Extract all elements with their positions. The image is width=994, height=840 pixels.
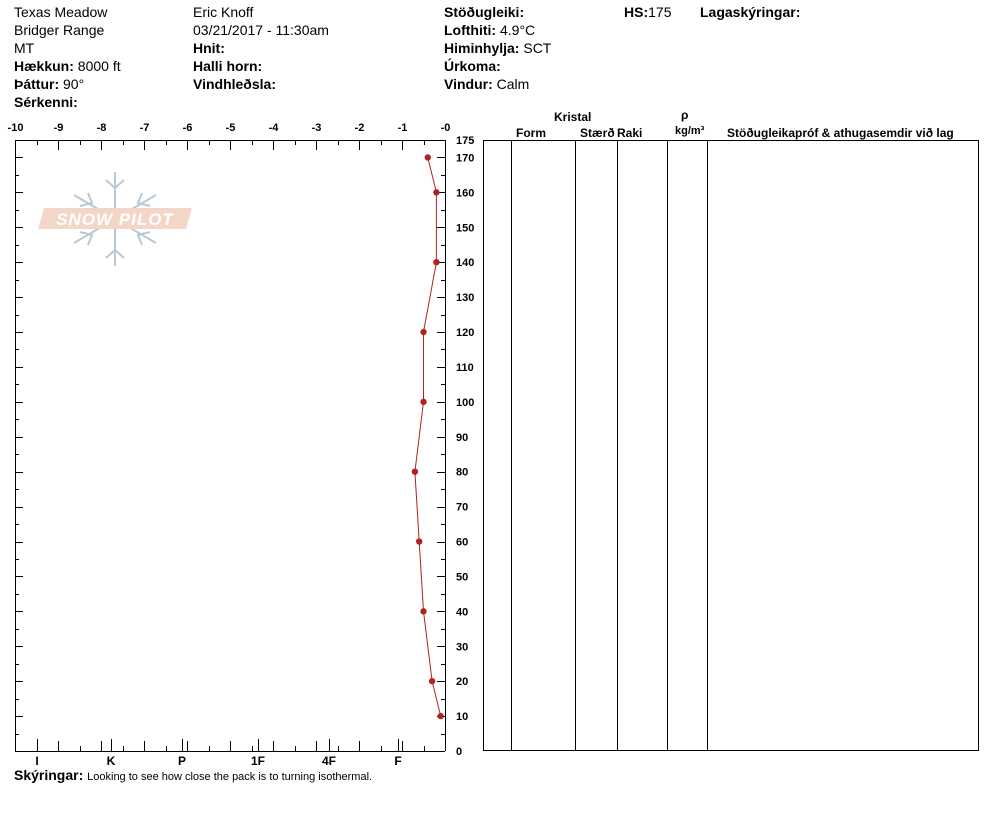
size-header: Stærð bbox=[580, 126, 615, 140]
density-unit: kg/m³ bbox=[675, 125, 705, 137]
x-tick-label: -3 bbox=[311, 122, 322, 134]
hardness-tick-label: K bbox=[106, 754, 116, 768]
hs-label: HS: bbox=[624, 4, 649, 20]
sky-cover-value: SCT bbox=[523, 40, 552, 56]
aspect-label: Þáttur: bbox=[14, 76, 60, 92]
features-label: Sérkenni: bbox=[14, 94, 78, 110]
layer-table-border bbox=[484, 141, 979, 751]
y-tick-label: 100 bbox=[456, 396, 475, 409]
air-temp-value: 4.9°C bbox=[499, 22, 536, 38]
air-temp-label: Lofthiti: bbox=[444, 22, 497, 38]
y-tick-label: 120 bbox=[456, 327, 475, 340]
x-tick-label: -4 bbox=[268, 122, 279, 134]
form-header: Form bbox=[516, 126, 546, 140]
y-tick-label: 150 bbox=[456, 222, 475, 235]
moisture-header: Raki bbox=[617, 126, 643, 140]
comments-header: Stöðugleikapróf & athugasemdir við lag bbox=[727, 126, 954, 140]
layer-notes-label: Lagaskýringar: bbox=[700, 4, 801, 20]
y-tick-label: 80 bbox=[456, 466, 469, 479]
hardness-tick-label: 1F bbox=[250, 754, 266, 768]
x-tick-label: -0 bbox=[440, 122, 451, 134]
slope-angle-label: Halli horn: bbox=[193, 58, 263, 74]
y-tick-label: 10 bbox=[456, 711, 469, 724]
x-tick-label: -6 bbox=[182, 122, 193, 134]
hardness-tick-label: 4F bbox=[321, 754, 337, 768]
stability-label: Stöðugleiki: bbox=[444, 4, 525, 20]
mountain-range: Bridger Range bbox=[14, 22, 105, 38]
hardness-tick-label: I bbox=[35, 754, 39, 768]
observer-name: Eric Knoff bbox=[193, 4, 254, 20]
wind-label: Vindur: bbox=[444, 76, 493, 92]
y-tick-label: 30 bbox=[456, 641, 469, 654]
notes-text: Looking to see how close the pack is to turning isothermal. bbox=[87, 771, 373, 783]
y-tick-label: 130 bbox=[456, 292, 475, 305]
hs-value: 175 bbox=[648, 4, 672, 20]
location-name: Texas Meadow bbox=[14, 4, 108, 20]
wind-loading-label: Vindhleðsla: bbox=[193, 76, 276, 92]
crystal-header: Kristal bbox=[554, 110, 592, 124]
y-tick-label: 90 bbox=[456, 431, 469, 444]
x-tick-label: -9 bbox=[53, 122, 64, 134]
observation-datetime: 03/21/2017 - 11:30am bbox=[193, 22, 329, 38]
x-tick-label: -7 bbox=[139, 122, 150, 134]
x-tick-label: -8 bbox=[96, 122, 107, 134]
y-tick-label: 110 bbox=[456, 361, 474, 374]
y-tick-label: 175 bbox=[456, 135, 475, 147]
y-tick-label: 20 bbox=[456, 676, 469, 689]
elevation-value: 8000 ft bbox=[77, 58, 121, 74]
hardness-tick-label: P bbox=[177, 754, 187, 768]
x-tick-label: -2 bbox=[354, 122, 365, 134]
hardness-tick-label: F bbox=[394, 754, 402, 768]
aspect-value: 90° bbox=[63, 76, 85, 92]
y-tick-label: 170 bbox=[456, 152, 475, 165]
y-tick-label: 50 bbox=[456, 571, 469, 584]
y-tick-label: 70 bbox=[456, 501, 469, 514]
y-tick-label: 40 bbox=[456, 606, 469, 619]
wind-value: Calm bbox=[496, 76, 530, 92]
precip-label: Úrkoma: bbox=[444, 58, 501, 74]
y-tick-label: 140 bbox=[456, 257, 475, 270]
logo-text: SNOW PILOT bbox=[56, 210, 174, 229]
elevation-label: Hækkun: bbox=[14, 58, 74, 74]
x-tick-label: -5 bbox=[225, 122, 236, 134]
y-tick-label: 160 bbox=[456, 187, 475, 200]
sky-cover-label: Himinhylja: bbox=[444, 40, 520, 56]
x-tick-label: -10 bbox=[7, 122, 24, 134]
x-tick-label: -1 bbox=[397, 122, 408, 134]
notes-label: Skýringar: bbox=[14, 767, 84, 783]
density-symbol: ρ bbox=[681, 108, 689, 122]
y-tick-label: 60 bbox=[456, 536, 469, 549]
y-tick-label: 0 bbox=[456, 746, 463, 758]
state: MT bbox=[14, 40, 35, 56]
coords-label: Hnit: bbox=[193, 40, 225, 56]
